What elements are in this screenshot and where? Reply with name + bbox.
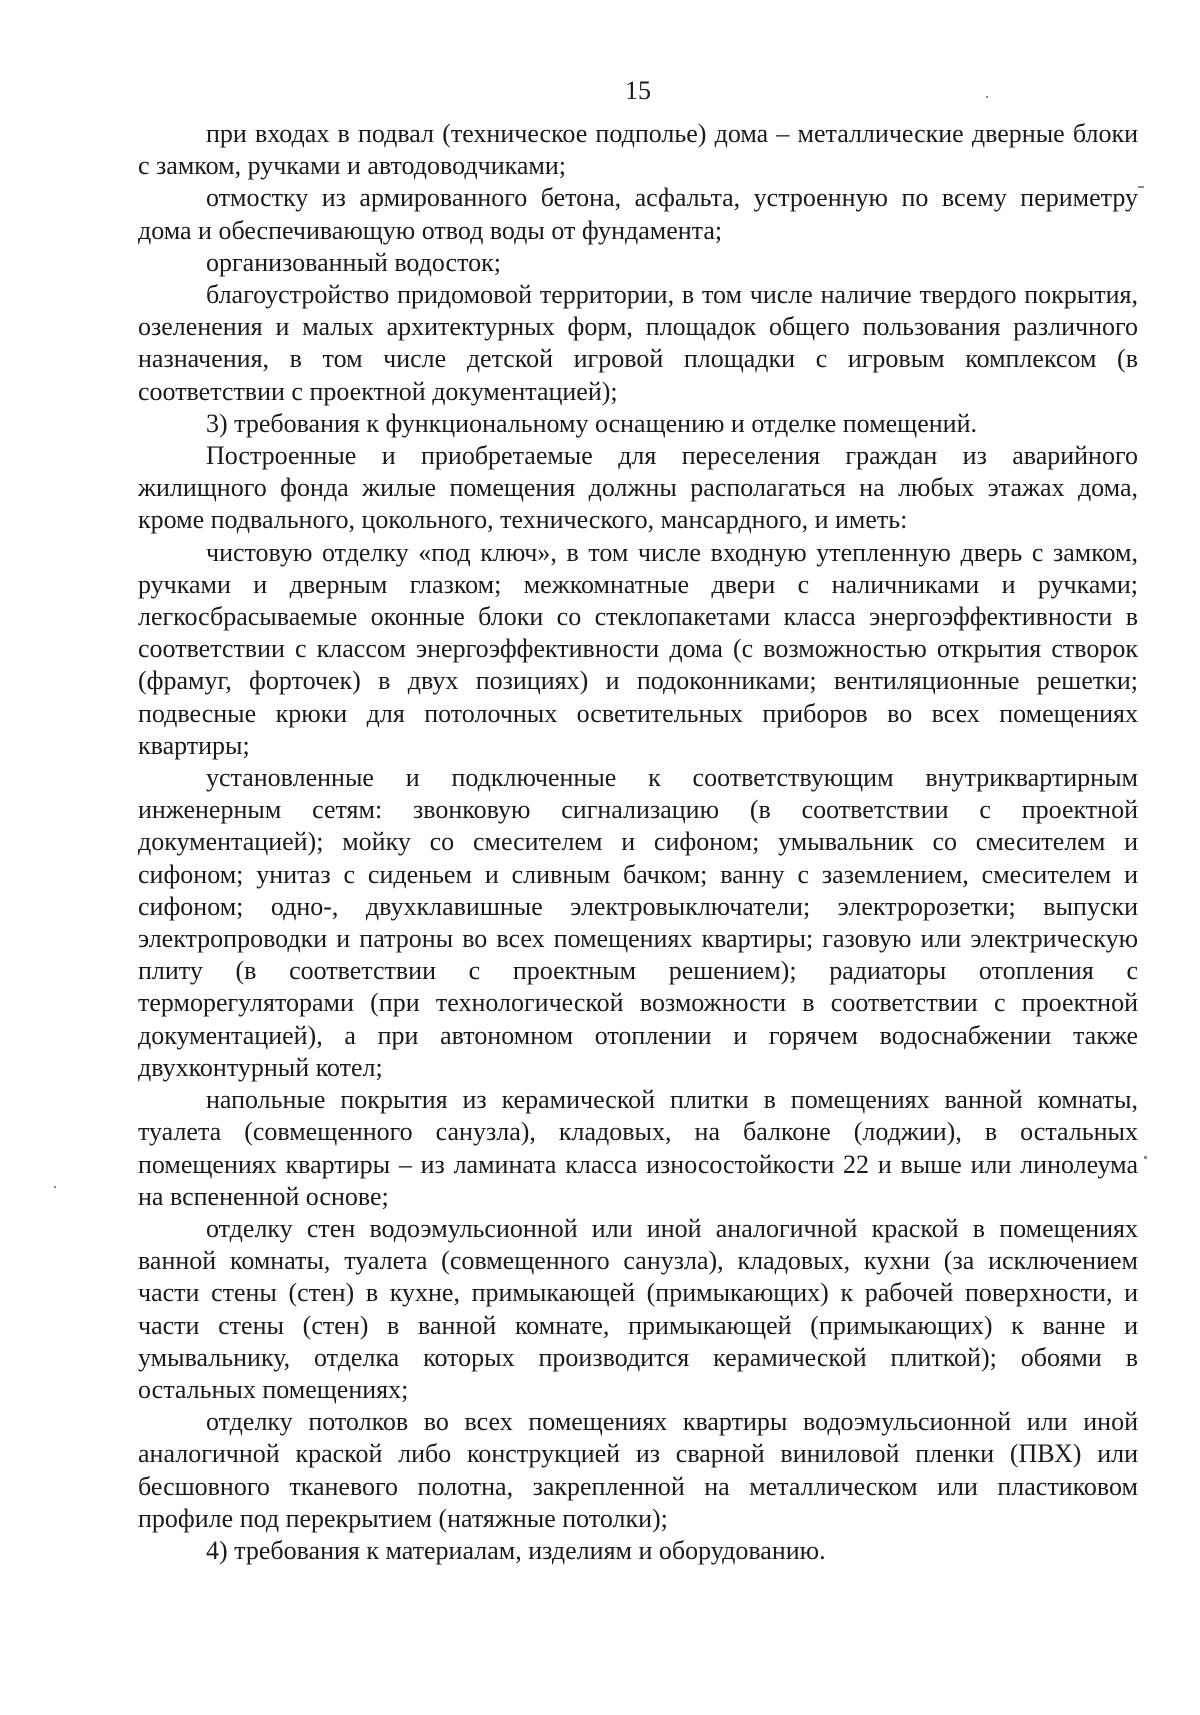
paragraph: отмостку из армированного бетона, асфальта, устроенную по всему периметру дома и обеспечивающую отвод воды от фундамента;: [138, 183, 1138, 245]
paragraph: при входах в подвал (техническое подполье) дома – металлические дверные блоки с замком, ручками и автодоводчиками;: [138, 119, 1138, 181]
scan-speck: [54, 1186, 56, 1188]
paragraph: Построенные и приобретаемые для переселения граждан из аварийного жилищного фонда жилые помещения должны располагаться на любых этажах дома, кроме подвального, цокольного, технического, мансардного, и иметь:: [138, 441, 1138, 535]
paragraph: чистовую отделку «под ключ», в том числе входную утепленную дверь с замком, ручками и дверным глазком; межкомнатные двери с наличниками и ручками; легкосбрасываемые оконные блоки со стеклопакетами класса энергоэффективности в соответствии с классом энергоэффективности дома (с возможностью открытия створок (фрамуг, форточек) в двух позициях) и подоконниками; вентиляционные решетки; подвесные крюки для потолочных осветительных приборов во всех помещениях квартиры;: [138, 537, 1138, 760]
document-body: [138, 118, 1138, 1567]
paragraph: организованный водосток;: [206, 247, 501, 277]
scan-speck: [986, 96, 988, 98]
paragraph: 4) требования к материалам, изделиям и оборудованию.: [206, 1535, 826, 1565]
paragraph: благоустройство придомовой территории, в том числе наличие твердого покрытия, озеленения и малых архитектурных форм, площадок общего пользования различного назначения, в том числе детской игровой площадки с игровым комплексом (в соответствии с проектной документацией);: [138, 280, 1138, 406]
paragraph: напольные покрытия из керамической плитки в помещениях ванной комнаты, туалета (совмещенного санузла), кладовых, на балконе (лоджии), в остальных помещениях квартиры – из ламината класса износостойкости 22 и выше или линолеума на вспененной основе;: [138, 1085, 1138, 1211]
paragraph: отделку стен водоэмульсионной или иной аналогичной краской в помещениях ванной комнаты, туалета (совмещенного санузла), кладовых, кухни (за исключением части стены (стен) в кухне, примыкающей (примыкающих) к рабочей поверхности, и части стены (стен) в ванной комнате, примыкающей (примыкающих) к ванне и умывальнику, отделка которых производится керамической плиткой); обоями в остальных помещениях;: [138, 1213, 1138, 1404]
paragraph: установленные и подключенные к соответствующим внутриквартирным инженерным сетям: звонковую сигнализацию (в соответствии с проектной документацией); мойку со смесителем и сифоном; умывальник со смесителем и сифоном; унитаз с сиденьем и сливным бачком; ванну с заземлением, смесителем и сифоном; одно-, двухклавишные электровыключатели; электророзетки; выпуски электропроводки и патроны во всех помещениях квартиры; газовую или электрическую плиту (в соответствии с проектным решением); радиаторы отопления с терморегуляторами (при технологической возможности в соответствии с проектной документацией), а при автономном отоплении и горячем водоснабжении также двухконтурный котел;: [138, 763, 1138, 1082]
paragraph: 3) требования к функциональному оснащению и отделке помещений.: [206, 408, 977, 438]
scan-speck: [1138, 186, 1144, 188]
scan-speck: [1144, 1156, 1147, 1159]
page-number: 15: [625, 76, 651, 105]
paragraph: отделку потолков во всех помещениях квартиры водоэмульсионной или иной аналогичной краской либо конструкцией из сварной виниловой пленки (ПВХ) или бесшовного тканевого полотна, закрепленной на металлическом или пластиковом профиле под перекрытием (натяжные потолки);: [138, 1407, 1138, 1533]
